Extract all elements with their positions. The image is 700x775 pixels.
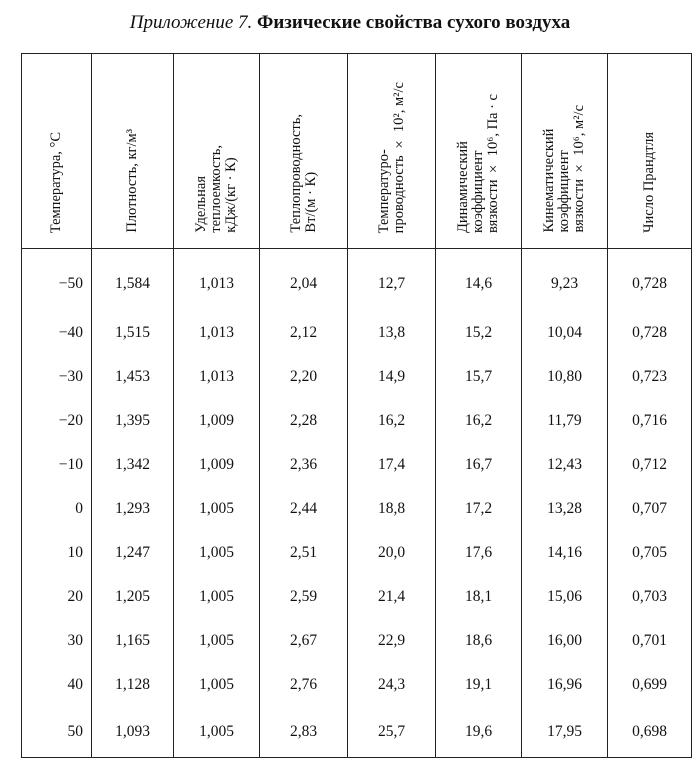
column-header-thermal-diffusivity: Температуро- проводность × 10², м²/с: [375, 81, 407, 233]
cell-kinematic-viscosity: 11,79: [522, 399, 608, 443]
cell-kinematic-viscosity: 9,23: [522, 249, 608, 312]
cell-thermal-diffusivity: 21,4: [348, 575, 436, 619]
table-row: [22, 399, 692, 443]
cell-thermal-conductivity: 2,12: [260, 311, 348, 355]
table-row: [22, 487, 692, 531]
cell-kinematic-viscosity: 12,43: [522, 443, 608, 487]
cell-prandtl-number: 0,699: [608, 663, 692, 707]
cell-thermal-diffusivity: 12,7: [348, 249, 436, 312]
cell-dynamic-viscosity: 14,6: [436, 249, 522, 312]
header-cell-dynamic-viscosity: [436, 54, 522, 249]
column-header-thermal-conductivity: Теплопроводность, Вт/(м · К): [287, 114, 319, 233]
cell-temperature: −10: [22, 443, 92, 487]
cell-specific-heat: 1,013: [174, 355, 260, 399]
cell-density: 1,165: [92, 619, 174, 663]
cell-prandtl-number: 0,728: [608, 249, 692, 312]
cell-thermal-diffusivity: 18,8: [348, 487, 436, 531]
cell-temperature: 40: [22, 663, 92, 707]
cell-specific-heat: 1,005: [174, 575, 260, 619]
cell-thermal-conductivity: 2,36: [260, 443, 348, 487]
cell-kinematic-viscosity: 16,96: [522, 663, 608, 707]
cell-thermal-conductivity: 2,20: [260, 355, 348, 399]
cell-density: 1,515: [92, 311, 174, 355]
cell-prandtl-number: 0,707: [608, 487, 692, 531]
cell-temperature: 30: [22, 619, 92, 663]
cell-kinematic-viscosity: 17,95: [522, 707, 608, 758]
cell-specific-heat: 1,009: [174, 399, 260, 443]
header-row: [22, 54, 692, 249]
cell-specific-heat: 1,013: [174, 249, 260, 312]
cell-specific-heat: 1,005: [174, 663, 260, 707]
cell-kinematic-viscosity: 16,00: [522, 619, 608, 663]
cell-density: 1,093: [92, 707, 174, 758]
table-row: [22, 249, 692, 312]
cell-temperature: 20: [22, 575, 92, 619]
table-row: [22, 575, 692, 619]
header-cell-density: [92, 54, 174, 249]
table-title: Физические свойства сухого воздуха: [257, 12, 571, 33]
header-cell-thermal-conductivity: [260, 54, 348, 249]
header-cell-prandtl-number: [608, 54, 692, 249]
column-header-kinematic-viscosity: Кинематический коэффициент вязкости × 10⁶, м²/с: [541, 105, 587, 233]
cell-thermal-conductivity: 2,44: [260, 487, 348, 531]
column-header-prandtl-number: Число Прандтля: [641, 132, 657, 233]
cell-thermal-diffusivity: 24,3: [348, 663, 436, 707]
cell-kinematic-viscosity: 15,06: [522, 575, 608, 619]
cell-prandtl-number: 0,723: [608, 355, 692, 399]
cell-kinematic-viscosity: 13,28: [522, 487, 608, 531]
cell-specific-heat: 1,009: [174, 443, 260, 487]
column-header-temperature: Температура, °С: [48, 131, 64, 233]
cell-thermal-conductivity: 2,28: [260, 399, 348, 443]
cell-dynamic-viscosity: 15,2: [436, 311, 522, 355]
cell-specific-heat: 1,005: [174, 531, 260, 575]
page-title: [0, 10, 700, 36]
cell-thermal-diffusivity: 25,7: [348, 707, 436, 758]
header-cell-temperature: [22, 54, 92, 249]
cell-dynamic-viscosity: 19,6: [436, 707, 522, 758]
table-row: [22, 619, 692, 663]
cell-thermal-conductivity: 2,67: [260, 619, 348, 663]
table-row: [22, 443, 692, 487]
cell-temperature: −40: [22, 311, 92, 355]
cell-density: 1,205: [92, 575, 174, 619]
table-row: [22, 663, 692, 707]
cell-prandtl-number: 0,698: [608, 707, 692, 758]
table-row: [22, 355, 692, 399]
cell-density: 1,128: [92, 663, 174, 707]
cell-temperature: −20: [22, 399, 92, 443]
header-cell-specific-heat: [174, 54, 260, 249]
cell-density: 1,584: [92, 249, 174, 312]
table-header: [22, 54, 692, 249]
cell-thermal-conductivity: 2,59: [260, 575, 348, 619]
column-header-dynamic-viscosity: Динамический коэффициент вязкости × 10⁶, Па · с: [455, 94, 501, 233]
cell-dynamic-viscosity: 18,6: [436, 619, 522, 663]
cell-thermal-diffusivity: 16,2: [348, 399, 436, 443]
cell-specific-heat: 1,005: [174, 619, 260, 663]
cell-temperature: −30: [22, 355, 92, 399]
table-row: [22, 707, 692, 758]
table-row: [22, 311, 692, 355]
header-cell-kinematic-viscosity: [522, 54, 608, 249]
cell-thermal-diffusivity: 14,9: [348, 355, 436, 399]
cell-temperature: 50: [22, 707, 92, 758]
air-properties-table: [21, 53, 692, 758]
cell-temperature: −50: [22, 249, 92, 312]
cell-thermal-conductivity: 2,04: [260, 249, 348, 312]
cell-thermal-diffusivity: 20,0: [348, 531, 436, 575]
cell-density: 1,293: [92, 487, 174, 531]
cell-thermal-diffusivity: 17,4: [348, 443, 436, 487]
cell-thermal-conductivity: 2,76: [260, 663, 348, 707]
cell-dynamic-viscosity: 17,6: [436, 531, 522, 575]
cell-specific-heat: 1,005: [174, 707, 260, 758]
cell-kinematic-viscosity: 10,80: [522, 355, 608, 399]
cell-prandtl-number: 0,728: [608, 311, 692, 355]
cell-prandtl-number: 0,703: [608, 575, 692, 619]
header-cell-thermal-diffusivity: [348, 54, 436, 249]
column-header-specific-heat: Удельная теплоемкость, кДж/(кг · К): [193, 145, 239, 233]
cell-density: 1,342: [92, 443, 174, 487]
table-body: [22, 249, 692, 758]
cell-temperature: 10: [22, 531, 92, 575]
cell-dynamic-viscosity: 15,7: [436, 355, 522, 399]
cell-thermal-diffusivity: 22,9: [348, 619, 436, 663]
appendix-label: Приложение 7.: [129, 12, 253, 33]
cell-specific-heat: 1,005: [174, 487, 260, 531]
cell-dynamic-viscosity: 16,7: [436, 443, 522, 487]
cell-dynamic-viscosity: 17,2: [436, 487, 522, 531]
cell-specific-heat: 1,013: [174, 311, 260, 355]
cell-temperature: 0: [22, 487, 92, 531]
cell-dynamic-viscosity: 18,1: [436, 575, 522, 619]
cell-thermal-diffusivity: 13,8: [348, 311, 436, 355]
cell-thermal-conductivity: 2,51: [260, 531, 348, 575]
table-row: [22, 531, 692, 575]
cell-density: 1,453: [92, 355, 174, 399]
cell-density: 1,395: [92, 399, 174, 443]
cell-prandtl-number: 0,701: [608, 619, 692, 663]
cell-kinematic-viscosity: 14,16: [522, 531, 608, 575]
cell-prandtl-number: 0,705: [608, 531, 692, 575]
cell-dynamic-viscosity: 19,1: [436, 663, 522, 707]
cell-density: 1,247: [92, 531, 174, 575]
cell-prandtl-number: 0,712: [608, 443, 692, 487]
cell-kinematic-viscosity: 10,04: [522, 311, 608, 355]
cell-dynamic-viscosity: 16,2: [436, 399, 522, 443]
cell-prandtl-number: 0,716: [608, 399, 692, 443]
column-header-density: Плотность, кг/м³: [124, 129, 140, 233]
cell-thermal-conductivity: 2,83: [260, 707, 348, 758]
